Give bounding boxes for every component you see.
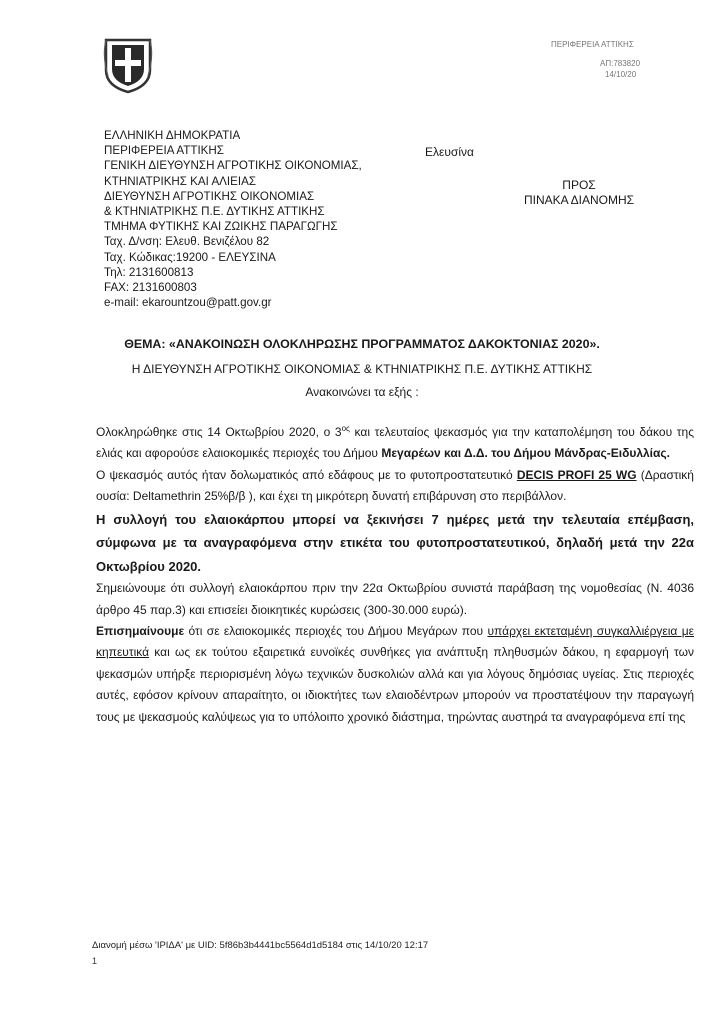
header-line: Ταχ. Κώδικας:19200 - ΕΛΕΥΣΙΝΑ xyxy=(104,250,276,264)
paragraph-5 xyxy=(96,621,694,728)
stamp-org: ΠΕΡΙΦΕΡΕΙΑ ΑΤΤΙΚΗΣ xyxy=(551,40,634,49)
header-line: ΠΕΡΙΦΕΡΕΙΑ ΑΤΤΙΚΗΣ xyxy=(104,144,224,158)
header-line: FAX: 2131600803 xyxy=(104,281,197,295)
text: Ολοκληρώθηκε στις 14 Οκτωβρίου 2020, ο 3 xyxy=(96,425,342,439)
header-line: ΔΙΕΥΘΥΝΣΗ ΑΓΡΟΤΙΚΗΣ ΟΙΚΟΝΟΜΙΑΣ xyxy=(104,189,315,203)
body-text xyxy=(96,418,694,728)
emphasis-word: Επισημαίνουμε xyxy=(96,623,185,638)
page-number: 1 xyxy=(92,956,98,966)
greek-emblem-icon xyxy=(102,36,154,94)
stamp-date: 14/10/20 xyxy=(605,70,637,79)
subject: ΘΕΜΑ: «ΑΝΑΚΟΙΝΩΣΗ ΟΛΟΚΛΗΡΩΣΗΣ ΠΡΟΓΡΑΜΜΑΤΟΣ ΔΑΚΟΚΤΟΝΙΑΣ 2020». xyxy=(124,337,600,351)
text: και τελευταίος ψεκασμός για την καταπολέμηση του δάκου της ελιάς και αφορούσε ελαιοκομικές περιοχές του Δήμου xyxy=(96,425,694,461)
recipient-label: ΠΡΟΣ xyxy=(562,178,596,192)
paragraph-2 xyxy=(96,465,694,508)
paragraph-1 xyxy=(96,418,694,465)
recipient-block xyxy=(509,178,649,208)
stamp-protocol: ΑΠ:783820 xyxy=(600,59,641,68)
header-line: ΕΛΛΗΝΙΚΗ ΔΗΜΟΚΡΑΤΙΑ xyxy=(104,129,241,142)
underlined-text: υπάρχει εκτεταμένη συγκαλλιέργεια με κηπευτικά xyxy=(96,623,694,660)
header-line: ΚΤΗΝΙΑΤΡΙΚΗΣ ΚΑΙ ΑΛΙΕΙΑΣ xyxy=(104,174,257,188)
department-line: Η ΔΙΕΥΘΥΝΣΗ ΑΓΡΟΤΙΚΗΣ ΟΙΚΟΝΟΜΙΑΣ & ΚΤΗΝΙΑΤΡΙΚΗΣ Π.Ε. ΔΥΤΙΚΗΣ ΑΤΤΙΚΗΣ xyxy=(131,362,593,376)
paragraph-3: Η συλλογή του ελαιοκάρπου μπορεί να ξεκινήσει 7 ημέρες μετά την τελευταία επέμβαση, σύμφωνα με τα αναγραφόμενα στην ετικέτα του φυτοπροστατευτικού, δηλαδή μετά την 22α Οκτωβρίου 2020. xyxy=(96,511,694,574)
place: Ελευσίνα xyxy=(425,145,474,159)
text: Ο ψεκασμός αυτός ήταν δολωματικός από εδάφους με το φυτοπροστατευτικό xyxy=(96,467,517,482)
header-line: e-mail: ekarountzou@patt.gov.gr xyxy=(104,296,272,310)
letterhead xyxy=(104,128,362,310)
municipality-names: Μεγαρέων και Δ.Δ. του Δήμου Μάνδρας-Ειδυλλίας. xyxy=(381,446,670,461)
header-line: Ταχ. Δ/νση: Ελευθ. Βενιζέλου 82 xyxy=(104,235,270,249)
header-line: Τηλ: 2131600813 xyxy=(104,265,194,279)
text: ότι σε ελαιοκομικές περιοχές του Δήμου Μεγάρων που xyxy=(184,623,488,638)
header-line: ΤΜΗΜΑ ΦΥΤΙΚΗΣ ΚΑΙ ΖΩΙΚΗΣ ΠΑΡΑΓΩΓΗΣ xyxy=(104,220,338,234)
paragraph-4: Σημειώνουμε ότι συλλογή ελαιοκάρπου πριν την 22α Οκτωβρίου συνιστά παράβαση της νομοθεσίας (Ν. 4036 άρθρο 45 παρ.3) και επισείει διοικητικές κυρώσεις (300-30.000 ευρώ). xyxy=(96,581,694,617)
distribution-footer: Διανομή μέσω 'ΙΡΙΔΑ' με UID: 5f86b3b4441bc5564d1d5184 στις 14/10/20 12:17 xyxy=(92,940,429,951)
text: (Δραστική ουσία: Deltamethrin 25%β/β ), και έχει τη μικρότερη δυνατή επιβάρυνση στο περιβάλλον. xyxy=(96,467,694,504)
header-line: & ΚΤΗΝΙΑΤΡΙΚΗΣ Π.Ε. ΔΥΤΙΚΗΣ ΑΤΤΙΚΗΣ xyxy=(104,205,325,219)
recipient: ΠΙΝΑΚΑ ΔΙΑΝΟΜΗΣ xyxy=(523,193,635,207)
header-line: ΓΕΝΙΚΗ ΔΙΕΥΘΥΝΣΗ ΑΓΡΟΤΙΚΗΣ ΟΙΚΟΝΟΜΙΑΣ, xyxy=(104,159,362,173)
text: και ως εκ τούτου εξαιρετικά ευνοϊκές συνθήκες για ανάπτυξη πληθυσμών δάκου, η εφαρμογή των ψεκασμών υπήρξε περιορισμένη λόγω τεχνικών δυσκολιών αλλά και για λόγους δημόσιας υγείας. Στις περιοχές αυτές, εφόσον κρίνουν απαραίτητο, οι ιδιοκτήτες των ελαιοδέντρων μπορούν να προστατέψουν την παραγωγή τους με ψεκασμούς καλύψεως για το υπόλοιπο χρονικό διάστημα, τηρώντας αυστηρά τα αναγραφόμενα επί της xyxy=(96,645,694,724)
ordinal-suffix: ος xyxy=(341,424,350,433)
announces-line: Ανακοινώνει τα εξής : xyxy=(305,385,419,399)
product-name: DECIS PROFI 25 WG xyxy=(516,467,637,482)
